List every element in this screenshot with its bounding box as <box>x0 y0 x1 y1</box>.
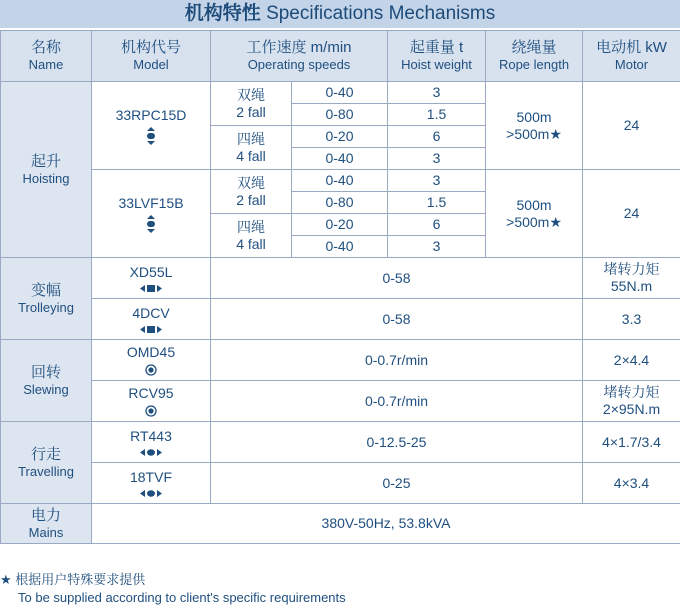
travelling-motor-2: 4×3.4 <box>583 463 680 504</box>
hoisting-speed: 0-20 <box>292 214 388 236</box>
hoisting-speed: 0-20 <box>292 126 388 148</box>
table-row <box>1 82 680 104</box>
table-row <box>1 381 680 422</box>
slewing-speed-2: 0-0.7r/min <box>211 381 583 422</box>
table-row <box>1 170 680 192</box>
travelling-speed-2: 0-25 <box>211 463 583 504</box>
trolleying-speed-2: 0-58 <box>211 299 583 340</box>
title-en: Specifications Mechanisms <box>266 3 496 24</box>
hoisting-rope-2: 500m >500m★ <box>486 170 583 258</box>
hoisting-speed: 0-40 <box>292 148 388 170</box>
travelling-speed-1: 0-12.5-25 <box>211 422 583 463</box>
hoisting-model-2: 33LVF15B <box>92 170 211 258</box>
header-rope: 绕绳量 Rope length <box>486 31 583 82</box>
slewing-label: 回转 Slewing <box>1 340 92 422</box>
mains-label: 电力 Mains <box>1 504 92 544</box>
mains-value: 380V-50Hz, 53.8kVA <box>92 504 680 544</box>
hoisting-speed: 0-80 <box>292 104 388 126</box>
vertical-arrows-icon <box>145 127 157 145</box>
hoisting-fall-b-1: 四绳 4 fall <box>211 126 292 170</box>
travelling-model-1: RT443 <box>92 422 211 463</box>
table-row <box>1 340 680 381</box>
star-icon: ★ <box>0 572 12 587</box>
hoisting-weight: 3 <box>388 148 486 170</box>
header-motor: 电动机 kW Motor <box>583 31 680 82</box>
hoisting-fall-a-2: 双绳 2 fall <box>211 170 292 214</box>
header-model: 机构代号 Model <box>92 31 211 82</box>
hoisting-label: 起升 Hoisting <box>1 82 92 258</box>
slewing-model-2: RCV95 <box>92 381 211 422</box>
hoisting-weight: 1.5 <box>388 104 486 126</box>
trolleying-model-2: 4DCV <box>92 299 211 340</box>
hoisting-motor-1: 24 <box>583 82 680 170</box>
trolleying-model-1: XD55L <box>92 258 211 299</box>
hoisting-speed: 0-40 <box>292 236 388 258</box>
page-title <box>0 0 680 28</box>
slewing-motor-1: 2×4.4 <box>583 340 680 381</box>
slewing-speed-1: 0-0.7r/min <box>211 340 583 381</box>
trolleying-motor-2: 3.3 <box>583 299 680 340</box>
table-row <box>1 258 680 299</box>
hoisting-speed: 0-40 <box>292 82 388 104</box>
hoisting-model-1: 33RPC15D <box>92 82 211 170</box>
slewing-model-1: OMD45 <box>92 340 211 381</box>
hoisting-weight: 3 <box>388 82 486 104</box>
header-speed: 工作速度 m/min Operating speeds <box>211 31 388 82</box>
table-row <box>1 299 680 340</box>
horizontal-arrows-icon <box>140 284 162 293</box>
travelling-model-2: 18TVF <box>92 463 211 504</box>
hoisting-weight: 6 <box>388 214 486 236</box>
trolleying-label: 变幅 Trolleying <box>1 258 92 340</box>
footer-note <box>0 571 680 607</box>
hoisting-weight: 3 <box>388 236 486 258</box>
title-cn: 机构特性 <box>184 3 261 24</box>
table-row <box>1 422 680 463</box>
hoisting-speed: 0-80 <box>292 192 388 214</box>
hoisting-weight: 3 <box>388 170 486 192</box>
hoisting-weight: 1.5 <box>388 192 486 214</box>
footer-note-cn: ★ 根据用户特殊要求提供 <box>0 572 146 587</box>
travel-arrows-icon <box>140 489 162 498</box>
trolleying-speed-1: 0-58 <box>211 258 583 299</box>
horizontal-arrows-icon <box>140 325 162 334</box>
table-row <box>1 504 680 544</box>
rotation-icon <box>145 405 157 417</box>
hoisting-speed: 0-40 <box>292 170 388 192</box>
travelling-label: 行走 Travelling <box>1 422 92 504</box>
hoisting-motor-2: 24 <box>583 170 680 258</box>
travelling-motor-1: 4×1.7/3.4 <box>583 422 680 463</box>
hoisting-fall-b-2: 四绳 4 fall <box>211 214 292 258</box>
header-name: 名称 Name <box>1 31 92 82</box>
hoisting-fall-a-1: 双绳 2 fall <box>211 82 292 126</box>
vertical-arrows-icon <box>145 215 157 233</box>
rotation-icon <box>145 364 157 376</box>
spec-table <box>0 30 680 544</box>
table-row <box>1 463 680 504</box>
slewing-motor-2: 堵转力矩 2×95N.m <box>583 381 680 422</box>
hoisting-weight: 6 <box>388 126 486 148</box>
travel-arrows-icon <box>140 448 162 457</box>
footer-note-en: To be supplied according to client's specific requirements <box>18 590 346 605</box>
trolleying-motor-1: 堵转力矩 55N.m <box>583 258 680 299</box>
hoisting-rope-1: 500m >500m★ <box>486 82 583 170</box>
header-row <box>1 31 680 82</box>
header-weight: 起重量 t Hoist weight <box>388 31 486 82</box>
